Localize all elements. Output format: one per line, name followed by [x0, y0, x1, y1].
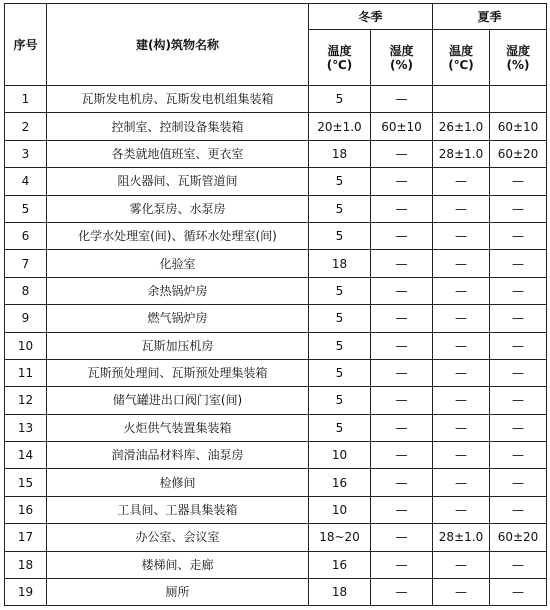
summer-temperature: 28±1.0	[433, 524, 490, 551]
summer-temperature: —	[433, 277, 490, 304]
row-number: 12	[5, 387, 47, 414]
winter-humidity: 60±10	[371, 113, 433, 140]
summer-humidity: —	[490, 387, 547, 414]
winter-temperature: 5	[309, 359, 371, 386]
row-number: 18	[5, 551, 47, 578]
summer-temperature: —	[433, 359, 490, 386]
winter-temperature: 5	[309, 195, 371, 222]
winter-humidity: —	[371, 551, 433, 578]
summer-temperature: —	[433, 332, 490, 359]
summer-temperature: 26±1.0	[433, 113, 490, 140]
summer-temperature	[433, 86, 490, 113]
header-no: 序号	[5, 4, 47, 86]
summer-humidity: —	[490, 414, 547, 441]
summer-humidity: —	[490, 359, 547, 386]
building-name: 瓦斯预处理间、瓦斯预处理集装箱	[47, 359, 309, 386]
table-row	[5, 113, 547, 140]
winter-temperature: 20±1.0	[309, 113, 371, 140]
winter-temperature: 5	[309, 168, 371, 195]
row-number: 1	[5, 86, 47, 113]
header-winter-hum	[371, 30, 433, 86]
summer-humidity: —	[490, 250, 547, 277]
winter-temperature: 5	[309, 222, 371, 249]
table-row	[5, 442, 547, 469]
table-row	[5, 414, 547, 441]
winter-humidity: —	[371, 496, 433, 523]
hum-label: 湿度	[506, 43, 531, 58]
summer-humidity: —	[490, 496, 547, 523]
summer-humidity: —	[490, 579, 547, 606]
temp-unit: (℃)	[448, 57, 474, 72]
table-row	[5, 524, 547, 551]
winter-humidity: —	[371, 305, 433, 332]
building-name: 工具间、工器具集装箱	[47, 496, 309, 523]
hum-label: 湿度	[389, 43, 414, 58]
summer-humidity: —	[490, 469, 547, 496]
summer-humidity: —	[490, 168, 547, 195]
winter-temperature: 18~20	[309, 524, 371, 551]
winter-humidity: —	[371, 414, 433, 441]
row-number: 17	[5, 524, 47, 551]
summer-temperature: —	[433, 469, 490, 496]
building-name: 余热锅炉房	[47, 277, 309, 304]
table-row	[5, 277, 547, 304]
table-row	[5, 222, 547, 249]
winter-temperature: 5	[309, 277, 371, 304]
winter-temperature: 16	[309, 469, 371, 496]
summer-temperature: —	[433, 579, 490, 606]
winter-temperature: 16	[309, 551, 371, 578]
building-name: 阻火器间、瓦斯管道间	[47, 168, 309, 195]
row-number: 10	[5, 332, 47, 359]
winter-humidity: —	[371, 387, 433, 414]
table-row	[5, 359, 547, 386]
row-number: 16	[5, 496, 47, 523]
building-name: 各类就地值班室、更衣室	[47, 140, 309, 167]
winter-temperature: 5	[309, 332, 371, 359]
header-summer-hum	[490, 30, 547, 86]
winter-temperature: 10	[309, 442, 371, 469]
winter-humidity: —	[371, 277, 433, 304]
summer-humidity: —	[490, 305, 547, 332]
winter-temperature: 10	[309, 496, 371, 523]
winter-temperature: 18	[309, 140, 371, 167]
table-row	[5, 195, 547, 222]
summer-temperature: —	[433, 305, 490, 332]
table-row	[5, 469, 547, 496]
winter-temperature: 5	[309, 305, 371, 332]
winter-humidity: —	[371, 195, 433, 222]
row-number: 11	[5, 359, 47, 386]
winter-temperature: 18	[309, 250, 371, 277]
summer-humidity: —	[490, 442, 547, 469]
summer-humidity: —	[490, 277, 547, 304]
winter-humidity: —	[371, 332, 433, 359]
building-name: 检修间	[47, 469, 309, 496]
winter-temperature: 5	[309, 414, 371, 441]
winter-temperature: 18	[309, 579, 371, 606]
row-number: 4	[5, 168, 47, 195]
winter-humidity: —	[371, 469, 433, 496]
summer-temperature: —	[433, 387, 490, 414]
winter-humidity: —	[371, 168, 433, 195]
building-name: 雾化泵房、水泵房	[47, 195, 309, 222]
table-row	[5, 86, 547, 113]
design-parameter-table	[4, 3, 547, 606]
table-row	[5, 305, 547, 332]
row-number: 15	[5, 469, 47, 496]
winter-humidity: —	[371, 250, 433, 277]
summer-temperature: —	[433, 168, 490, 195]
building-name: 厕所	[47, 579, 309, 606]
row-number: 3	[5, 140, 47, 167]
header-summer-temp	[433, 30, 490, 86]
hum-unit: (%)	[390, 57, 413, 72]
table-row	[5, 332, 547, 359]
temp-label: 温度	[449, 43, 474, 58]
summer-humidity: 60±20	[490, 524, 547, 551]
table-row	[5, 140, 547, 167]
row-number: 7	[5, 250, 47, 277]
summer-humidity: 60±10	[490, 113, 547, 140]
summer-temperature: —	[433, 496, 490, 523]
row-number: 8	[5, 277, 47, 304]
summer-temperature: —	[433, 195, 490, 222]
building-name: 办公室、会议室	[47, 524, 309, 551]
table-row	[5, 579, 547, 606]
building-name: 火炬供气装置集装箱	[47, 414, 309, 441]
summer-humidity: —	[490, 551, 547, 578]
summer-humidity	[490, 86, 547, 113]
building-name: 储气罐进出口阀门室(间)	[47, 387, 309, 414]
winter-humidity: —	[371, 359, 433, 386]
header-name: 建(构)筑物名称	[47, 4, 309, 86]
building-name: 化学水处理室(间)、循环水处理室(间)	[47, 222, 309, 249]
building-name: 瓦斯发电机房、瓦斯发电机组集装箱	[47, 86, 309, 113]
summer-humidity: 60±20	[490, 140, 547, 167]
temp-unit: (℃)	[326, 57, 353, 72]
table-row	[5, 168, 547, 195]
winter-temperature: 5	[309, 86, 371, 113]
winter-humidity: —	[371, 222, 433, 249]
row-number: 9	[5, 305, 47, 332]
summer-humidity: —	[490, 222, 547, 249]
table-row	[5, 250, 547, 277]
winter-humidity: —	[371, 524, 433, 551]
summer-humidity: —	[490, 332, 547, 359]
building-name: 燃气锅炉房	[47, 305, 309, 332]
summer-temperature: —	[433, 442, 490, 469]
building-name: 化验室	[47, 250, 309, 277]
table-row	[5, 496, 547, 523]
summer-temperature: —	[433, 551, 490, 578]
temp-label: 温度	[327, 43, 352, 58]
document-page	[4, 3, 547, 606]
summer-temperature: —	[433, 414, 490, 441]
hum-unit: (%)	[506, 57, 530, 72]
header-winter: 冬季	[309, 4, 433, 30]
building-name: 楼梯间、走廊	[47, 551, 309, 578]
row-number: 14	[5, 442, 47, 469]
table-body	[5, 86, 547, 606]
row-number: 13	[5, 414, 47, 441]
table-row	[5, 551, 547, 578]
winter-humidity: —	[371, 579, 433, 606]
summer-humidity: —	[490, 195, 547, 222]
winter-temperature: 5	[309, 387, 371, 414]
summer-temperature: —	[433, 250, 490, 277]
header-winter-temp	[309, 30, 371, 86]
table-row	[5, 387, 547, 414]
summer-temperature: 28±1.0	[433, 140, 490, 167]
row-number: 5	[5, 195, 47, 222]
winter-humidity: —	[371, 442, 433, 469]
row-number: 6	[5, 222, 47, 249]
building-name: 瓦斯加压机房	[47, 332, 309, 359]
header-row-season	[5, 4, 547, 30]
winter-humidity: —	[371, 140, 433, 167]
building-name: 控制室、控制设备集装箱	[47, 113, 309, 140]
row-number: 19	[5, 579, 47, 606]
summer-temperature: —	[433, 222, 490, 249]
building-name: 润滑油品材料库、油泵房	[47, 442, 309, 469]
header-summer: 夏季	[433, 4, 547, 30]
winter-humidity: —	[371, 86, 433, 113]
row-number: 2	[5, 113, 47, 140]
